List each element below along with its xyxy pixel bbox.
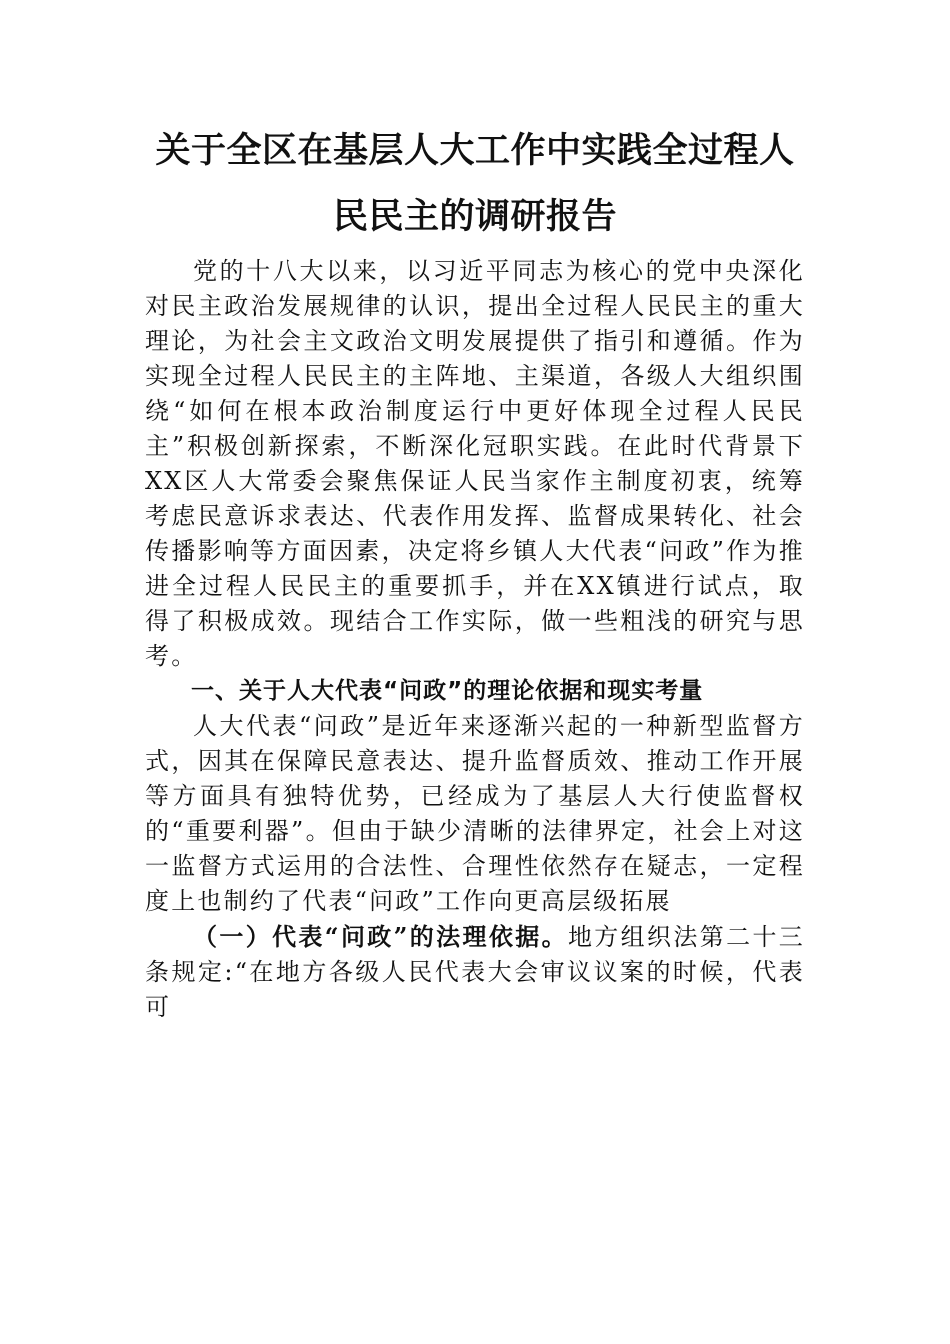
subsection-1-text: 地方组织法第二十三条规定:“在地方各级人民代表大会审议议案的时候，代表可 <box>145 923 805 1021</box>
document-title <box>145 118 805 250</box>
title-line-1: 关于全区在基层人大工作中实践全过程人 <box>155 131 795 171</box>
section-heading-1: 一、关于人大代表“问政”的理论依据和现实考量 <box>191 678 704 704</box>
title-line-2: 民民主的调研报告 <box>332 197 617 237</box>
subsection-1-paragraph <box>145 919 805 1025</box>
document-page <box>145 118 805 1025</box>
intro-paragraph: 党的十八大以来，以习近平同志为核心的党中央深化对民主政治发展规律的认识，提出全过程人民民主的重大理论，为社会主文政治文明发展提供了指引和遵循。作为实现全过程人民民主的主阵地、主渠道，各级人大组织围绕“如何在根本政治制度运行中更好体现全过程人民民主”积极创新探索，不断深化冠职实践。在此时代背景下XX区人大常委会聚焦保证人民当家作主制度初衷，统筹考虑民意诉求表达、代表作用发挥、监督成果转化、社会传播影响等方面因素，决定将乡镇人大代表“问政”作为推进全过程人民民主的重要抓手，并在XX镇进行试点，取得了积极成效。现结合工作实际，做一些粗浅的研究与思考。 <box>145 257 805 670</box>
subsection-1-heading: （一）代表“问政”的法理依据。 <box>193 922 568 951</box>
section-1-paragraph: 人大代表“问政”是近年来逐渐兴起的一种新型监督方式，因其在保障民意表达、提升监督质效、推动工作开展等方面具有独特优势，已经成为了基层人大行使监督权的“重要利器”。但由于缺少清晰的法律界定，社会上对这一监督方式运用的合法性、合理性依然存在疑志，一定程度上也制约了代表“问政”工作向更高层级拓展 <box>145 712 805 915</box>
